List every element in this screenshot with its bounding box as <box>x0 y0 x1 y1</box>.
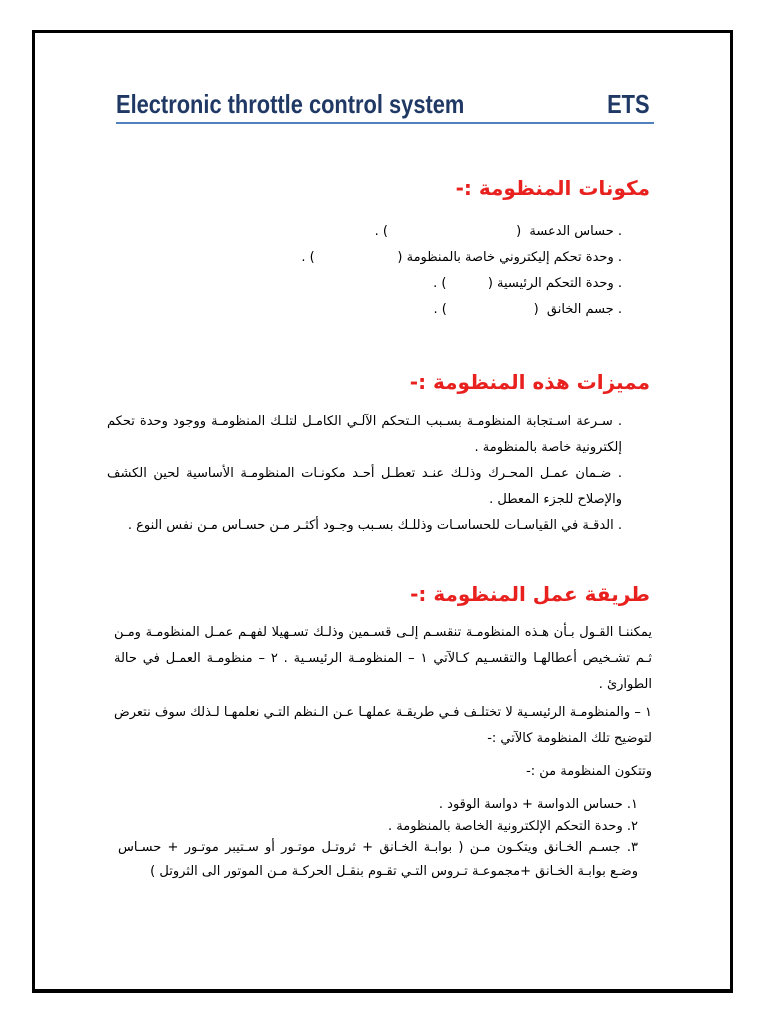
operation-part-ecu: ٢. وحدة التحكم الإلكترونية الخاصة بالمنظومة . <box>388 819 638 834</box>
operation-main-system: ١ – والمنظومـة الرئيسـية لا تختلـف فـي طريقـة عملهـا عـن الـنظم التـي نعلمهـا لـذلك سوف نتعرض لتوضيح تلك المنظومة كالآتي :- <box>114 705 652 746</box>
components-item-throttle-body: . جسم الخانق (‏ ) . <box>433 302 622 317</box>
components-item-ecu: . وحدة تحكم إليكتروني خاصة بالمنظومة (‏ ) . <box>301 250 622 265</box>
features-item-response: . سـرعة اسـتجابة المنظومـة بسـبب الـتحكم الآلـي الكامـل لتلـك المنظومـة ووجود وحدة تحكم إلكترونية خاصة بالمنظومة . <box>107 414 622 455</box>
components-heading: مكونات المنظومة :- <box>455 176 650 200</box>
operation-intro: يمكننـا القـول بـأن هـذه المنظومـة تنقسـم إلـى قسـمين وذلـك تسـهيلا لفهـم عمـل المنظومـة ومـن ثـم تشـخيص أعطالهـا والتقسـيم كـالآتي ١ – المنظومـة الرئيسـية . ٢ – منظومـة العمـل في حالة الطوارئ . <box>114 625 652 692</box>
operation-heading: طريقة عمل المنظومة :- <box>410 582 650 606</box>
header-title: Electronic throttle control system <box>116 89 465 119</box>
header-abbreviation: ETS <box>607 89 650 119</box>
components-item-pedal-sensor: . حساس الدعسة (‏ ) . <box>374 224 622 239</box>
features-item-engine-guarantee: . ضـمان عمـل المحـرك وذلـك عنـد تعطـل أحـد مكونـات المنظومـة الأساسية لحين الكشف والإصلاح للجزء المعطل . <box>107 466 622 507</box>
features-item-accuracy: . الدقـة في القياسـات للحساسـات وذللـك بسـبب وجـود أكثـر مـن حسـاس مـن نفس النوع . <box>127 518 622 533</box>
components-item-main-control-unit: . وحدة التحكم الرئيسية (‏ ) . <box>433 276 622 291</box>
page-header <box>116 86 654 124</box>
features-heading: مميزات هذه المنظومة :- <box>409 370 650 394</box>
operation-part-pedal-sensor: ١. حساس الدواسة + دواسة الوقود . <box>438 797 638 812</box>
operation-part-throttle-body: ٣. جسـم الخـانق ويتكـون مـن ( بوابـة الخـانق + ثروتـل موتـور أو سـتيبر موتـور + حسـاس وضـع بوابـة الخـانق +مجموعـة تـروس التـي تقـوم بنقـل الحركـة مـن الموتور الى الثروتل ) <box>118 840 638 879</box>
operation-consists-of: وتتكون المنظومة من :- <box>526 764 652 779</box>
